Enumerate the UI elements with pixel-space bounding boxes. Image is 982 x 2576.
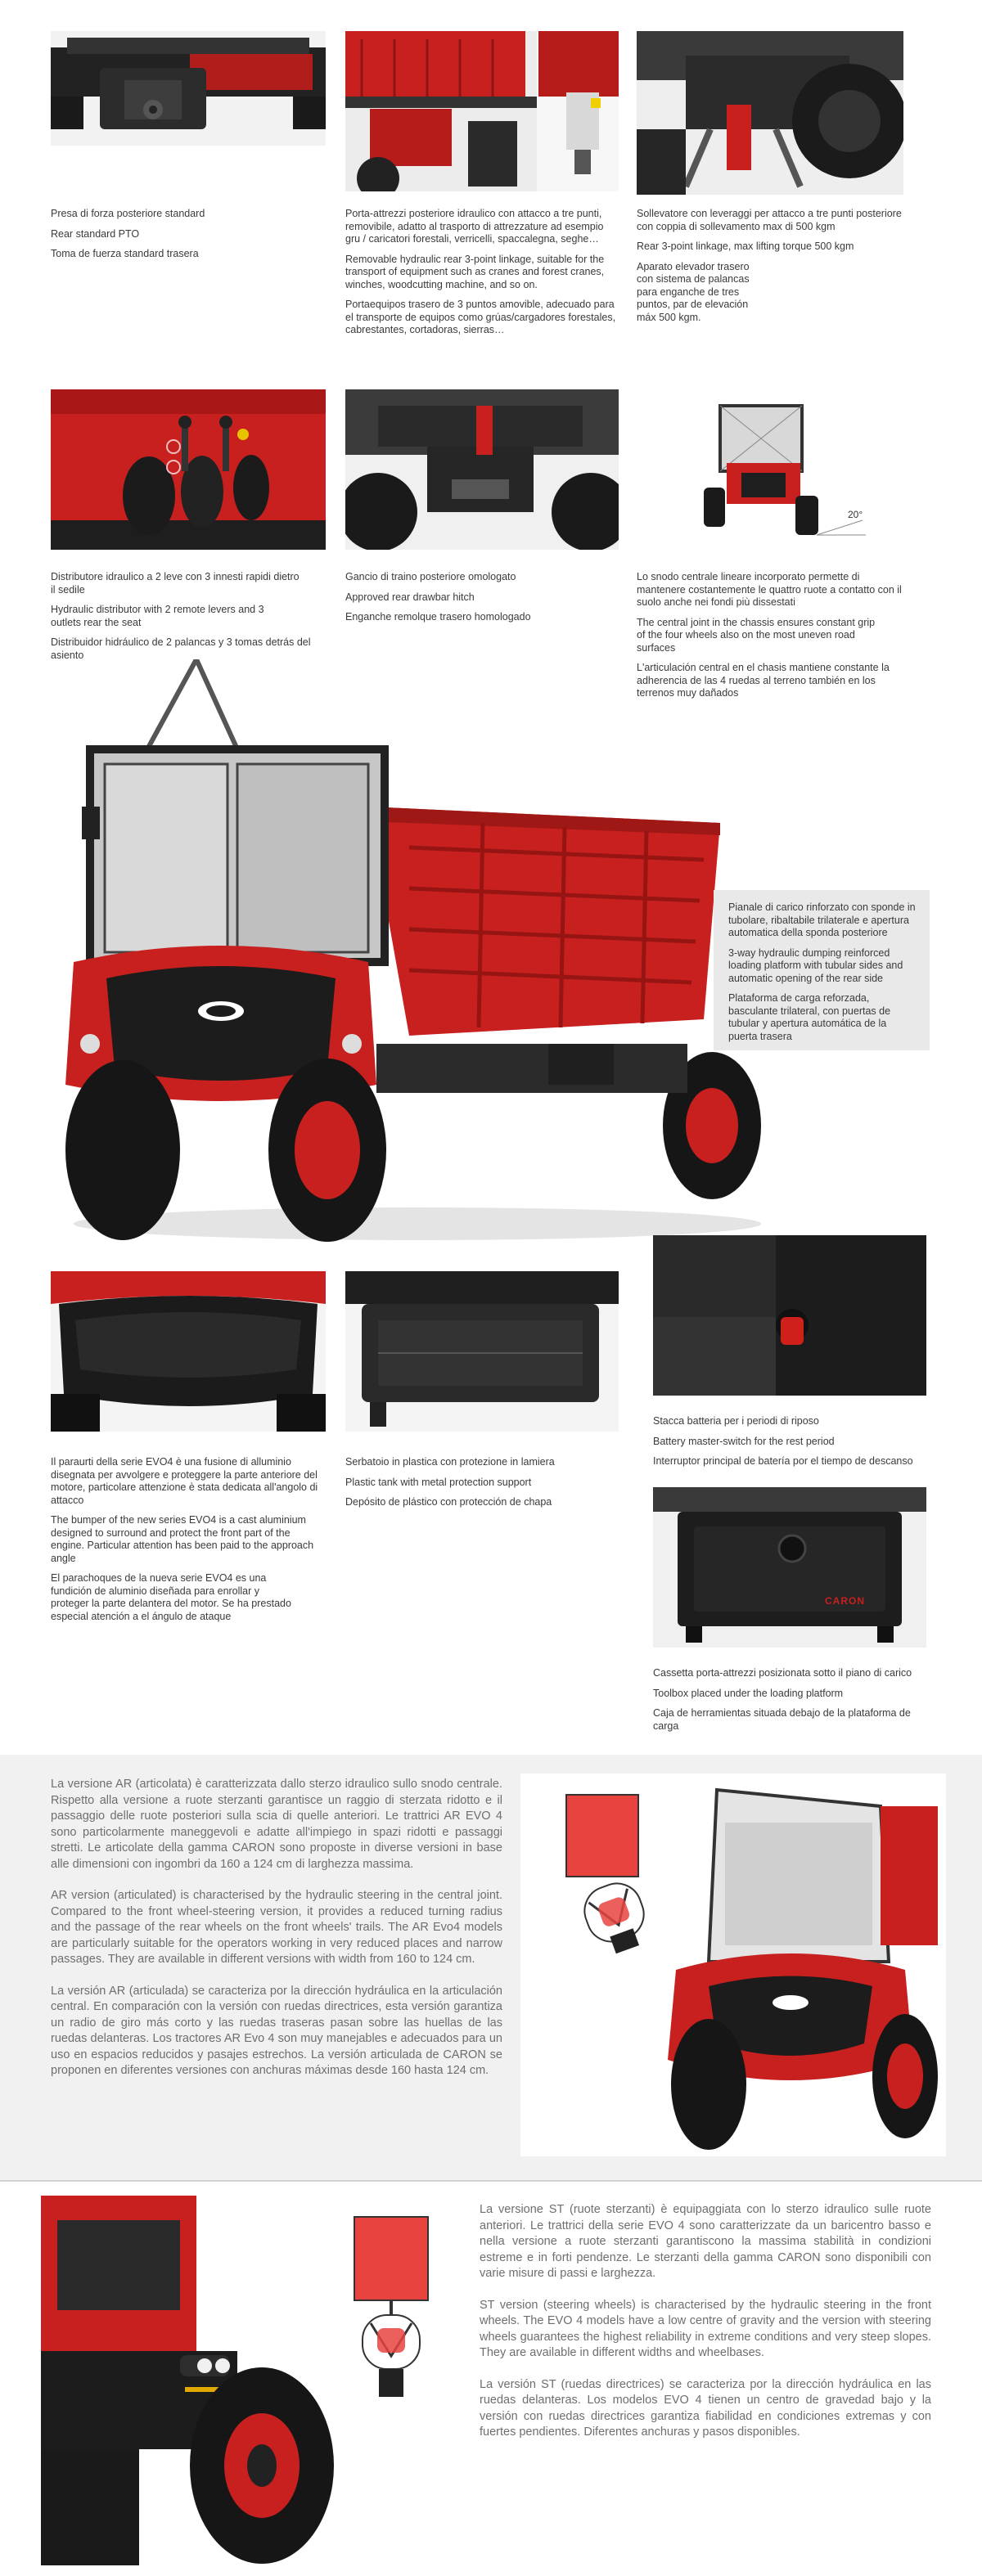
ar-tractor-photo [520, 1774, 946, 2156]
caption-line: Gancio di traino posteriore omologato [345, 571, 516, 582]
caption-fuel-tank [345, 1456, 619, 1517]
angle-label: 20° [848, 509, 863, 520]
central-joint-photo [694, 398, 874, 545]
caption-line: Hydraulic distributor with 2 remote levers and 3 outlets rear the seat [51, 604, 264, 628]
caption-rear-lift [637, 208, 903, 331]
caption-rear-linkage [345, 208, 619, 344]
callout-line: Pianale di carico rinforzato con sponde in tubolare, ribaltabile trilaterale e apertura automatica della sponda posteriore [728, 901, 916, 938]
caption-line: Battery master-switch for the rest period [653, 1435, 835, 1447]
st-steering-diagram [342, 2209, 440, 2421]
caption-line: Enganche remolque trasero homologado [345, 611, 531, 623]
paragraph: La versione ST (ruote sterzanti) è equipaggiata con lo sterzo idraulico sulle ruote anteriori. Le trattrici della serie EVO 4 sono caratterizzate da un baricentro basso e nella versione a ruote sterzanti garantiscono la massima stabilità in condizioni estreme e in forti pendenze. Le sterzanti della gamma CARON sono disponibili con varie misure di passi e larghezza. [480, 2203, 931, 2280]
caption-line: Distributore idraulico a 2 leve con 3 innesti rapidi dietro il sedile [51, 571, 300, 596]
paragraph: La versione AR (articolata) è caratterizzata dallo sterzo idraulico sullo snodo centrale. Rispetto alla versione a ruote sterzanti garantisce un raggio di sterzata ridotto e il passaggio delle ruote posteriori sulla scia di quelle anteriori. Le trattrici AR EVO 4 sono particolarmente maneggevoli e adatte all'impiego in spazi ridotti e passaggi stretti. Le articolate della gamma CARON sono proposte in diverse versioni in base alle dimensioni con ingombri da 160 a 124 cm di larghezza massima. [51, 1778, 502, 1871]
caption-line: Toolbox placed under the loading platform [653, 1687, 844, 1699]
paragraph: La versión ST (ruedas directrices) se caracteriza por la dirección hydráulica en las ruedas delanteras. Los modelos EVO 4 tienen un centro de gravedad bajo y la versión con ruedas directrices garantiza fiabilidad en condiciones extremas y con fuertes pendientes. Diferentes anchuras y pasos disponibles. [480, 2377, 931, 2439]
loading-platform-callout [714, 890, 930, 1050]
ar-version-text [51, 1777, 502, 2095]
bumper-photo [51, 1271, 326, 1432]
callout-line: Plataforma de carga reforzada, basculante trilateral, con puertas de tubular y apertura automática de la puerta trasera [728, 992, 891, 1042]
caption-line: Plastic tank with metal protection support [345, 1476, 532, 1488]
caption-line: Portaequipos trasero de 3 puntos amovible, adecuado para el transporte de equipos como grúas/cargadores forestales, cabrestantes, cortadoras, sierras… [345, 299, 616, 335]
caption-line: The central joint in the chassis ensures constant grip of the four wheels also on the most uneven road surfaces [637, 616, 876, 654]
caption-line: Presa di forza posteriore standard [51, 208, 205, 219]
caption-line: Lo snodo centrale lineare incorporato permette di mantenere costantemente le quattro ruote a contatto con il suolo anche nei fondi più dissestati [637, 571, 902, 608]
caption-line: Serbatoio in plastica con protezione in lamiera [345, 1456, 555, 1468]
caption-line: Stacca batteria per i periodi di riposo [653, 1415, 819, 1427]
hydraulic-distributor-photo [51, 389, 326, 550]
toolbox-photo [653, 1487, 926, 1648]
caption-bumper [51, 1456, 326, 1630]
caption-line: Rear 3-point linkage, max lifting torque 500 kgm [637, 241, 854, 252]
battery-switch-photo [653, 1235, 926, 1396]
caption-line: The bumper of the new series EVO4 is a cast aluminium designed to surround and protect the front part of the engine. Particular attention has been paid to the approach angle [51, 1514, 314, 1564]
paragraph: La versión AR (articulada) se caracteriza por la dirección hydráulica en la articulación central. En comparación con la versión con ruedas directrices, esta versión garantiza un radio de giro más corto y las ruedas traseras pasan sobre las huellas de las ruedas delanteras. Los tractores AR Evo 4 son muy manejables e adecuados para un uso en espacios reducidos y pasajes estrechos. La versión articulada de CARON se proponen en diferentes versiones con anchuras máximas desde 160 hasta 124 cm. [51, 1984, 502, 2077]
caption-line: Cassetta porta-attrezzi posizionata sotto il piano di carico [653, 1667, 912, 1679]
drawbar-hitch-photo [345, 389, 619, 550]
toolbox-brand-label: CARON [825, 1595, 865, 1607]
caption-hydraulic-distributor [51, 571, 326, 669]
caption-line: Sollevatore con leveraggi per attacco a tre punti posteriore con coppia di sollevamento max di 500 kgm [637, 208, 902, 232]
caption-line: Caja de herramientas situada debajo de la plataforma de carga [653, 1707, 911, 1732]
paragraph: ST version (steering wheels) is characterised by the hydraulic steering in the front wheels. The EVO 4 models have a low centre of gravity and the version with steering wheels guarantees the highest reliability in extreme conditions and very steep slopes. They are available in different widths and wheelbases. [480, 2298, 931, 2359]
caption-line: El parachoques de la nueva serie EVO4 es una fundición de aluminio diseñada para enrollar y proteger la parte delantera del motor. Se ha prestado especial atención a el ángulo de ataque [51, 1572, 291, 1622]
caption-rear-pto [51, 208, 326, 268]
rear-pto-photo [51, 31, 326, 146]
caption-line: Approved rear drawbar hitch [345, 591, 475, 603]
caption-line: Toma de fuerza standard trasera [51, 248, 199, 259]
caption-line: Interruptor principal de batería por el tiempo de descanso [653, 1455, 913, 1467]
st-version-text [480, 2202, 931, 2457]
caption-line: L'articulación central en el chasis mantiene constante la adherencia de las 4 ruedas al terreno también en los terrenos muy dañados [637, 662, 890, 699]
st-tractor-photo [41, 2196, 339, 2565]
callout-line: 3-way hydraulic dumping reinforced loading platform with tubular sides and automatic opening of the rear side [728, 946, 903, 984]
caption-toolbox [653, 1667, 931, 1740]
fuel-tank-photo [345, 1271, 619, 1432]
caption-line: Depósito de plástico con protección de chapa [345, 1496, 552, 1508]
tractor-dumper-main-photo [57, 659, 777, 1248]
rear-lift-photo [637, 31, 903, 195]
section-divider [0, 2180, 982, 2182]
caption-line: Rear standard PTO [51, 227, 140, 240]
caption-line: Aparato elevador trasero con sistema de palancas para enganche de tres puntos, par de elevación máx 500 kgm. [637, 260, 750, 323]
caption-battery-switch [653, 1415, 931, 1476]
rear-linkage-photo [345, 31, 619, 191]
caption-line: Distribuidor hidráulico de 2 palancas y 3 tomas detrás del asiento [51, 636, 311, 661]
caption-line: Il paraurti della serie EVO4 è una fusione di alluminio disegnata per avvolgere e proteggere la parte anteriore del motore, particolare attenzione è stata dedicata all'angolo di attacco [51, 1456, 318, 1506]
caption-line: Removable hydraulic rear 3-point linkage, suitable for the transport of equipment such as cranes and forest cranes, winches, woodcutting machine, and so on. [345, 253, 605, 290]
paragraph: AR version (articulated) is characterised by the hydraulic steering in the central joint. Compared to the front wheel-steering version, it provides a reduced turning radius and the passage of the rear wheels on the front wheels' trails. The AR Evo4 models are particularly suitable for the operators working in very reduced places and narrow passages. They are available in different versions with width from 160 to 124 cm. [51, 1889, 502, 1966]
caption-drawbar-hitch [345, 571, 619, 632]
caption-line: Porta-attrezzi posteriore idraulico con attacco a tre punti, removibile, adatto al trasporto di attrezzature ad esempio gru / caricatori forestali, verricelli, spaccalegna, seghe… [345, 208, 604, 245]
